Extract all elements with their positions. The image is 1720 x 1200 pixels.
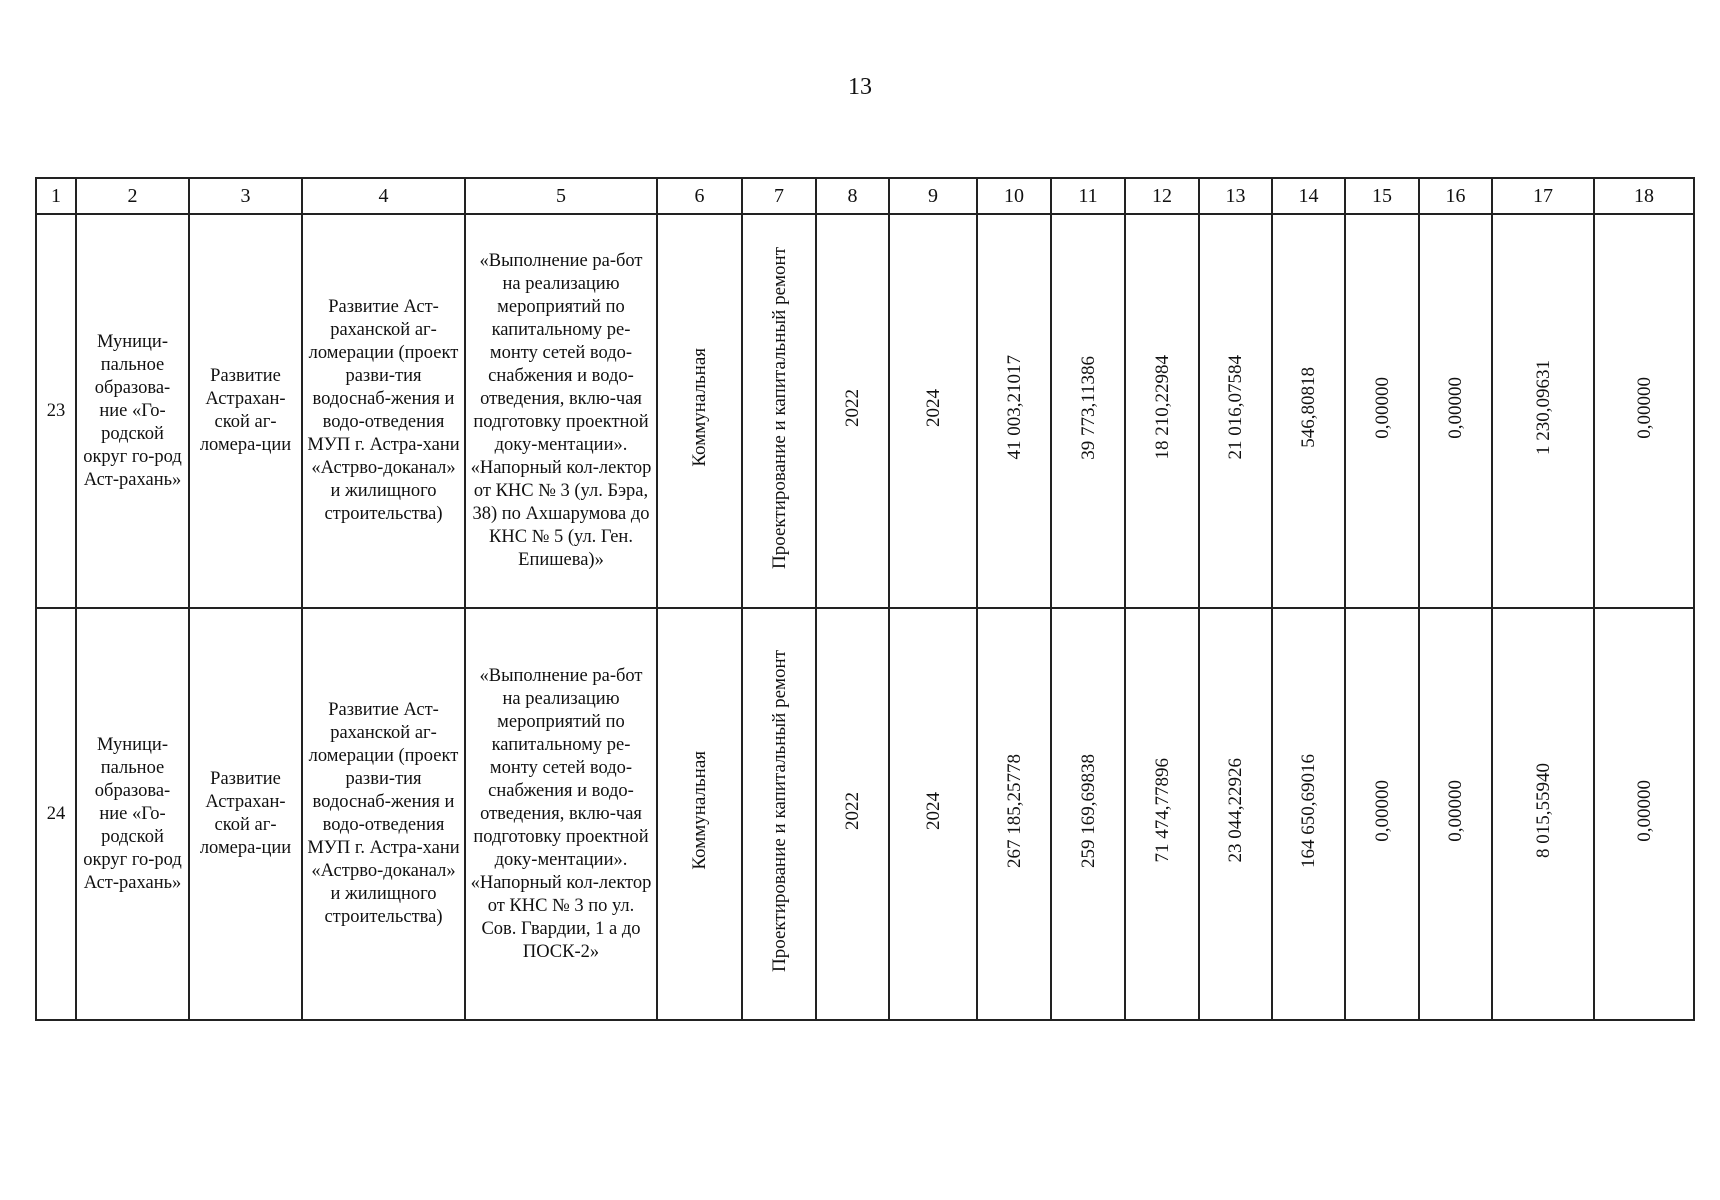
value-cell xyxy=(1594,608,1694,1020)
table-row xyxy=(36,608,1694,1020)
project-text: Развитие Астрахан-ской аг-ломера-ции xyxy=(199,366,292,455)
column-header: 11 xyxy=(1051,178,1125,214)
value-text: 546,80818 xyxy=(1298,367,1319,448)
column-header: 15 xyxy=(1345,178,1419,214)
event-text: «Выполнение ра-бот на реализацию мероприятий по капитальному ре-монту сетей водо-снабжения и водо-отведения, вклю-чая подготовку проектной доку-ментации». «Напорный кол-лектор от КНС № 3 (ул. Бэра, 38) по Ахшарумова до КНС № 5 (ул. Ген. Епишева)» xyxy=(470,251,652,570)
sphere-cell xyxy=(657,608,742,1020)
value-cell xyxy=(1051,214,1125,608)
column-header: 7 xyxy=(742,178,816,214)
work-type-cell xyxy=(742,608,816,1020)
value-cell xyxy=(1419,608,1492,1020)
value-text: 0,00000 xyxy=(1371,376,1393,439)
column-header: 17 xyxy=(1492,178,1594,214)
column-header: 16 xyxy=(1419,178,1492,214)
value-text: 0,00000 xyxy=(1445,779,1466,842)
row-number: 24 xyxy=(36,608,76,1020)
sphere-text: Коммунальная xyxy=(689,348,710,467)
event-text: «Выполнение ра-бот на реализацию мероприятий по капитальному ре-монту сетей водо-снабжения и водо-отведения, вклю-чая подготовку проектной доку-ментации». «Напорный кол-лектор от КНС № 3 по ул. Сов. Гвардии, 1 а до ПОСК-2» xyxy=(470,665,652,962)
value-cell xyxy=(1345,608,1419,1020)
project-cell xyxy=(189,214,302,608)
end-year-text: 2024 xyxy=(922,388,944,427)
program-text: Развитие Аст-раханской аг-ломерации (проект разви-тия водоснаб-жения и водо-отведения МУП г. Астра-хани «Астрво-доканал» и жилищного строительства) xyxy=(307,297,460,524)
project-cell xyxy=(189,608,302,1020)
start-year-cell xyxy=(816,608,889,1020)
program-cell xyxy=(302,608,465,1020)
value-cell xyxy=(1272,214,1345,608)
value-text: 18 210,22984 xyxy=(1151,355,1173,460)
start-year-text: 2022 xyxy=(842,791,863,830)
column-header: 18 xyxy=(1594,178,1694,214)
work-type-text: Проектирование и капитальный ремонт xyxy=(768,246,790,569)
start-year-cell xyxy=(816,214,889,608)
value-cell xyxy=(977,214,1051,608)
sphere-cell xyxy=(657,214,742,608)
column-header: 6 xyxy=(657,178,742,214)
page-number: 13 xyxy=(848,74,872,100)
work-type-cell xyxy=(742,214,816,608)
value-cell xyxy=(1345,214,1419,608)
value-text: 71 474,77896 xyxy=(1151,758,1173,863)
value-cell xyxy=(1492,608,1594,1020)
column-header: 13 xyxy=(1199,178,1272,214)
value-text: 164 650,69016 xyxy=(1298,753,1319,868)
value-text: 41 003,21017 xyxy=(1003,355,1025,460)
value-text: 21 016,07584 xyxy=(1225,355,1246,460)
value-cell xyxy=(977,608,1051,1020)
value-text: 259 169,69838 xyxy=(1077,753,1099,868)
value-text: 1 230,09631 xyxy=(1532,360,1554,455)
column-header: 14 xyxy=(1272,178,1345,214)
value-text: 0,00000 xyxy=(1371,779,1393,842)
municipality-text: Муници-пальное образова-ние «Го-родской округ го-род Аст-рахань» xyxy=(83,734,182,893)
table-row xyxy=(36,214,1694,608)
value-cell xyxy=(1594,214,1694,608)
value-cell xyxy=(1051,608,1125,1020)
column-header: 1 xyxy=(36,178,76,214)
end-year-cell xyxy=(889,214,977,608)
municipality-cell xyxy=(76,608,189,1020)
value-cell xyxy=(1199,214,1272,608)
column-header: 8 xyxy=(816,178,889,214)
column-header: 2 xyxy=(76,178,189,214)
value-cell xyxy=(1125,608,1199,1020)
column-header: 4 xyxy=(302,178,465,214)
projects-table xyxy=(35,177,1695,1021)
column-header: 9 xyxy=(889,178,977,214)
work-type-text: Проектирование и капитальный ремонт xyxy=(768,649,790,972)
start-year-text: 2022 xyxy=(842,388,863,427)
value-cell xyxy=(1199,608,1272,1020)
value-text: 8 015,55940 xyxy=(1532,763,1554,858)
header-row xyxy=(36,178,1694,214)
end-year-cell xyxy=(889,608,977,1020)
value-cell xyxy=(1125,214,1199,608)
municipality-text: Муници-пальное образова-ние «Го-родской округ го-род Аст-рахань» xyxy=(83,331,182,490)
row-number: 23 xyxy=(36,214,76,608)
column-header: 5 xyxy=(465,178,657,214)
column-header: 10 xyxy=(977,178,1051,214)
value-text: 0,00000 xyxy=(1633,376,1655,439)
value-text: 0,00000 xyxy=(1633,779,1655,842)
column-header: 12 xyxy=(1125,178,1199,214)
program-cell xyxy=(302,214,465,608)
value-text: 267 185,25778 xyxy=(1003,753,1025,868)
value-cell xyxy=(1272,608,1345,1020)
value-text: 0,00000 xyxy=(1445,376,1466,439)
project-text: Развитие Астрахан-ской аг-ломера-ции xyxy=(199,769,292,858)
sphere-text: Коммунальная xyxy=(689,751,710,870)
end-year-text: 2024 xyxy=(922,791,944,830)
event-cell xyxy=(465,214,657,608)
event-cell xyxy=(465,608,657,1020)
value-text: 23 044,22926 xyxy=(1225,758,1246,863)
column-header: 3 xyxy=(189,178,302,214)
value-text: 39 773,11386 xyxy=(1077,355,1099,460)
value-cell xyxy=(1419,214,1492,608)
value-cell xyxy=(1492,214,1594,608)
municipality-cell xyxy=(76,214,189,608)
program-text: Развитие Аст-раханской аг-ломерации (проект разви-тия водоснаб-жения и водо-отведения МУП г. Астра-хани «Астрво-доканал» и жилищного строительства) xyxy=(307,700,460,927)
